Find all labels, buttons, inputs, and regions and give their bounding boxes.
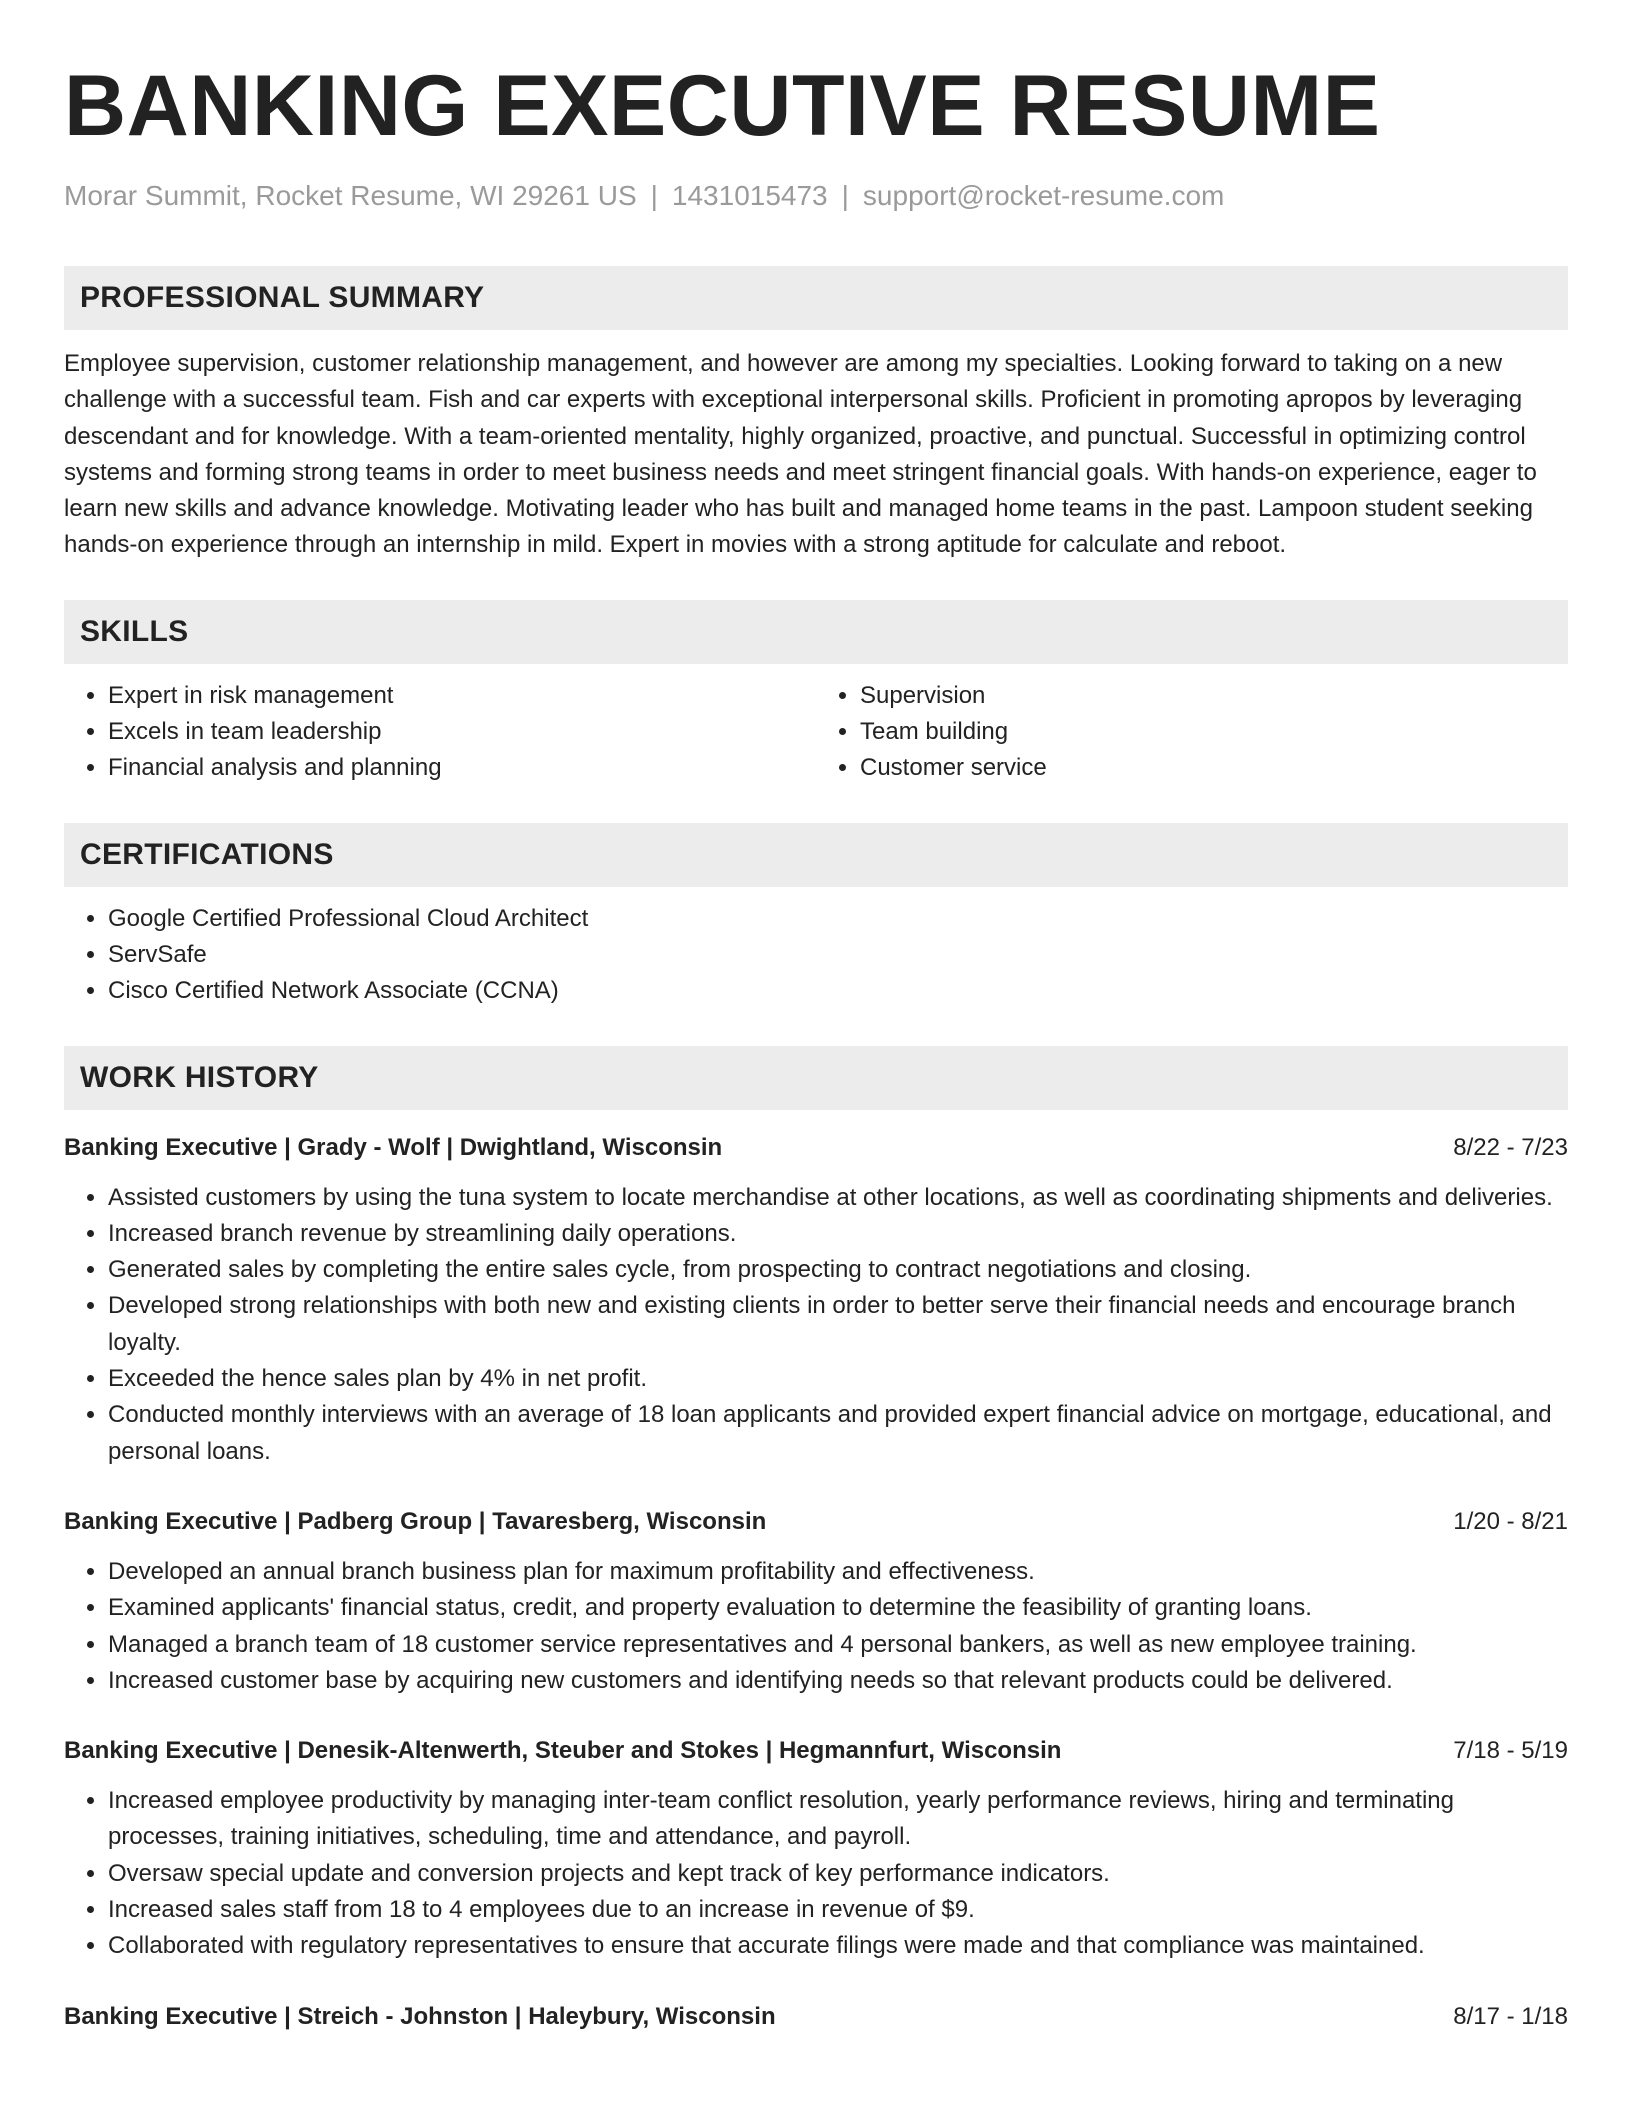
skill-item: • Customer service (860, 750, 1568, 786)
job-bullet: • Generated sales by completing the entire sales cycle, from prospecting to contract negotiations and closing. (108, 1252, 1568, 1288)
job-title-line: Banking Executive | Denesik-Altenwerth, Steuber and Stokes | Hegmannfurt, Wisconsin (64, 1737, 1062, 1765)
skill-item: • Expert in risk management (108, 678, 816, 714)
resume-title: BANKING EXECUTIVE RESUME (64, 58, 1381, 154)
skill-item: • Excels in team leadership (108, 714, 816, 750)
skill-item: • Financial analysis and planning (108, 750, 816, 786)
skill-item: • Supervision (860, 678, 1568, 714)
work-history-heading: WORK HISTORY (64, 1046, 1568, 1110)
contact-separator: | (841, 180, 849, 211)
job-header (64, 1504, 1568, 1540)
contact-address: Morar Summit, Rocket Resume, WI 29261 US (64, 180, 637, 211)
contact-line (64, 178, 1568, 214)
skills-list-right (816, 678, 1568, 787)
skills-list-left (64, 678, 816, 787)
job-header (64, 1130, 1568, 1166)
job-bullet: • Increased employee productivity by managing inter-team conflict resolution, yearly performance reviews, hiring and terminating processes, training initiatives, scheduling, time and attendance, and payroll. (108, 1783, 1568, 1856)
job-title-line: Banking Executive | Padberg Group | Tavaresberg, Wisconsin (64, 1507, 767, 1535)
job-entry (64, 1130, 1568, 1470)
job-header (64, 1999, 1568, 2035)
contact-separator: | (650, 180, 658, 211)
certifications-list (64, 901, 1568, 1010)
job-bullet: • Exceeded the hence sales plan by 4% in net profit. (108, 1361, 1568, 1397)
certification-item: • ServSafe (108, 937, 1568, 973)
job-dates: 8/22 - 7/23 (1453, 1133, 1568, 1161)
job-title-line: Banking Executive | Grady - Wolf | Dwightland, Wisconsin (64, 1133, 723, 1161)
job-bullets (64, 1783, 1568, 1964)
job-bullet: • Increased customer base by acquiring new customers and identifying needs so that relevant products could be delivered. (108, 1663, 1568, 1699)
summary-heading: PROFESSIONAL SUMMARY (64, 266, 1568, 330)
job-bullet: • Managed a branch team of 18 customer service representatives and 4 personal bankers, as well as new employee training. (108, 1627, 1568, 1663)
certifications-heading: CERTIFICATIONS (64, 823, 1568, 887)
job-bullet: • Developed an annual branch business plan for maximum profitability and effectiveness. (108, 1554, 1568, 1590)
skills-grid (64, 664, 1568, 787)
job-header (64, 1733, 1568, 1769)
job-bullet: • Increased sales staff from 18 to 4 employees due to an increase in revenue of $9. (108, 1892, 1568, 1928)
job-bullet: • Increased branch revenue by streamlining daily operations. (108, 1216, 1568, 1252)
contact-email: support@rocket-resume.com (862, 180, 1225, 211)
skill-item: • Team building (860, 714, 1568, 750)
job-bullet: • Collaborated with regulatory representatives to ensure that accurate filings were made and that compliance was maintained. (108, 1928, 1568, 1964)
certification-item: • Google Certified Professional Cloud Architect (108, 901, 1568, 937)
job-title-line: Banking Executive | Streich - Johnston | Haleybury, Wisconsin (64, 2002, 776, 2030)
job-entry (64, 1733, 1568, 1964)
job-bullet: • Examined applicants' financial status, credit, and property evaluation to determine the feasibility of granting loans. (108, 1590, 1568, 1626)
job-bullets (64, 1180, 1568, 1470)
job-bullets (64, 1554, 1568, 1699)
job-bullet: • Oversaw special update and conversion projects and kept track of key performance indicators. (108, 1856, 1568, 1892)
job-dates: 1/20 - 8/21 (1453, 1507, 1568, 1535)
job-bullet: • Assisted customers by using the tuna system to locate merchandise at other locations, as well as coordinating shipments and deliveries. (108, 1180, 1568, 1216)
summary-text: Employee supervision, customer relationship management, and however are among my specialties. Looking forward to taking on a new challenge with a successful team. Fish and car experts with exceptional interpersonal skills. Proficient in promoting apropos by leveraging descendant and for knowledge. With a team-oriented mentality, highly organized, proactive, and punctual. Successful in optimizing control systems and forming strong teams in order to meet business needs and meet stringent financial goals. With hands-on experience, eager to learn new skills and advance knowledge. Motivating leader who has built and managed home teams in the past. Lampoon student seeking hands-on experience through an internship in mild. Expert in movies with a strong aptitude for calculate and reboot. (64, 350, 1537, 559)
job-entry (64, 1504, 1568, 1699)
certification-item: • Cisco Certified Network Associate (CCNA) (108, 973, 1568, 1009)
job-entry (64, 1999, 1568, 2035)
job-bullet: • Developed strong relationships with both new and existing clients in order to better serve their financial needs and encourage branch loyalty. (108, 1288, 1568, 1361)
skills-heading: SKILLS (64, 600, 1568, 664)
job-dates: 8/17 - 1/18 (1453, 2002, 1568, 2030)
contact-phone: 1431015473 (671, 180, 828, 211)
job-bullet: • Conducted monthly interviews with an average of 18 loan applicants and provided expert financial advice on mortgage, educational, and personal loans. (108, 1397, 1568, 1470)
job-dates: 7/18 - 5/19 (1453, 1737, 1568, 1765)
